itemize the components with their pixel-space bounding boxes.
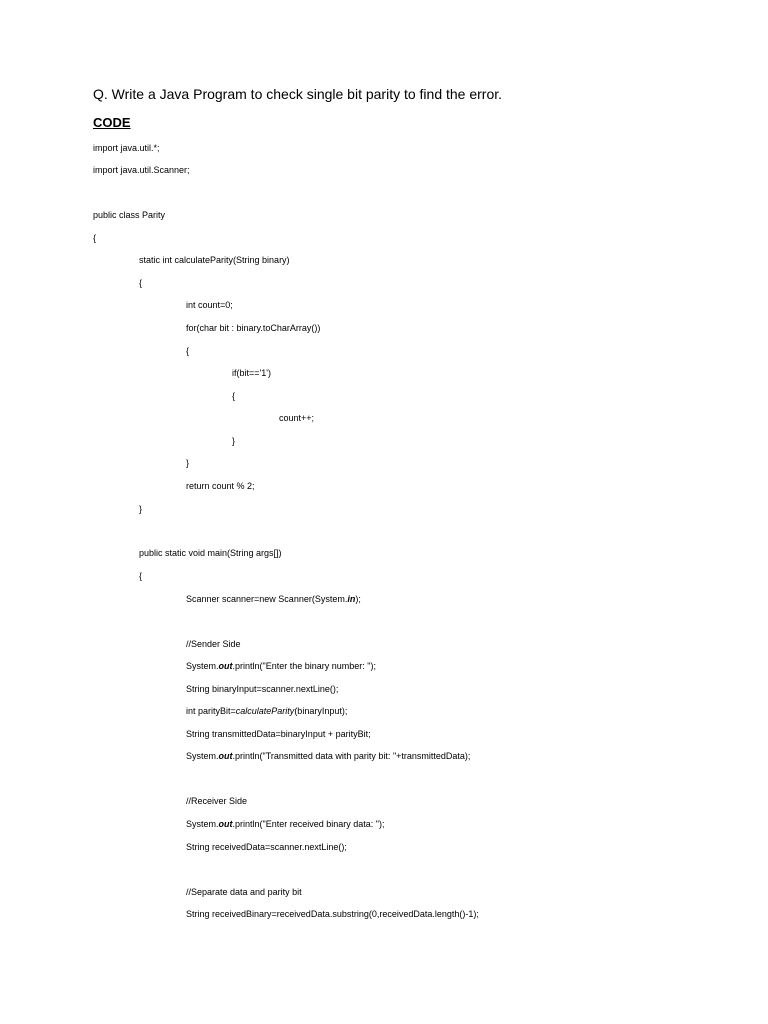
code-line: String binaryInput=scanner.nextLine(); xyxy=(186,684,339,694)
code-line: String transmittedData=binaryInput + parityBit; xyxy=(186,729,371,739)
code-comment: //Receiver Side xyxy=(186,796,248,806)
code-line: } xyxy=(232,436,236,446)
code-line: int count=0; xyxy=(186,300,233,310)
code-line: System.out.println("Enter received binary data: "); xyxy=(186,819,385,829)
question-text: Q. Write a Java Program to check single bit parity to find the error. xyxy=(93,86,503,102)
code-comment: //Sender Side xyxy=(186,639,241,649)
code-line: public static void main(String args[]) xyxy=(139,548,282,558)
code-line: System.out.println("Enter the binary number: "); xyxy=(186,661,376,671)
code-comment: //Separate data and parity bit xyxy=(186,887,302,897)
code-line: { xyxy=(232,391,236,401)
code-heading: CODE xyxy=(93,115,131,130)
code-line: public class Parity xyxy=(93,210,166,220)
code-line: if(bit=='1') xyxy=(232,368,271,378)
code-line: } xyxy=(186,458,190,468)
code-line: static int calculateParity(String binary) xyxy=(139,255,290,265)
code-line: count++; xyxy=(279,413,315,423)
code-line: Scanner scanner=new Scanner(System.in); xyxy=(186,594,361,604)
code-line: } xyxy=(139,504,143,514)
code-line: { xyxy=(186,346,190,356)
code-line: for(char bit : binary.toCharArray()) xyxy=(186,323,321,333)
code-line: System.out.println("Transmitted data with parity bit: "+transmittedData); xyxy=(186,751,471,761)
code-line: String receivedBinary=receivedData.substring(0,receivedData.length()-1); xyxy=(186,909,479,919)
code-line: String receivedData=scanner.nextLine(); xyxy=(186,842,347,852)
code-line: { xyxy=(139,571,143,581)
code-line: import java.util.Scanner; xyxy=(93,165,190,175)
code-line: { xyxy=(139,278,143,288)
code-line: int parityBit=calculateParity(binaryInput); xyxy=(186,706,348,716)
code-line: import java.util.*; xyxy=(93,143,160,153)
code-line: { xyxy=(93,233,97,243)
code-line: return count % 2; xyxy=(186,481,255,491)
